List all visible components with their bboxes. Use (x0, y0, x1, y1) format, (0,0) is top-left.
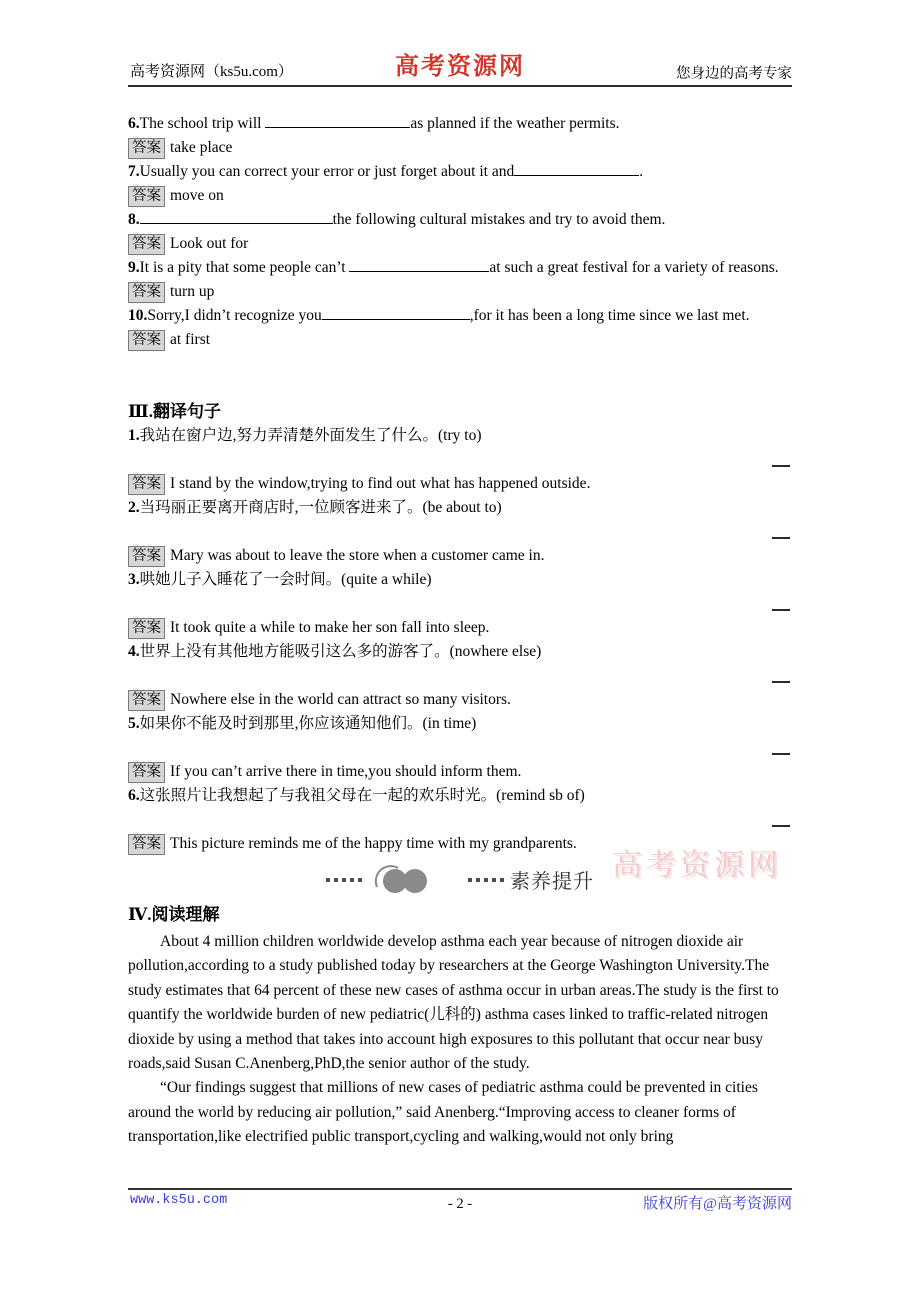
answer-write-line (128, 664, 792, 688)
footer-rule (128, 1188, 792, 1190)
fill-in-section (128, 112, 792, 352)
question-number: 9. (128, 259, 140, 276)
answer-label-badge: 答案 (128, 618, 165, 639)
question-text: 当玛丽正要离开商店时,一位顾客进来了。(be about to) (139, 499, 502, 516)
answer-label-badge: 答案 (128, 282, 165, 303)
question-text: the following cultural mistakes and try to avoid them. (332, 211, 666, 228)
translation-section (128, 424, 792, 856)
divider-label: 素养提升 (510, 871, 594, 893)
answer-text: take place (170, 139, 233, 156)
question-number: 3. (128, 571, 140, 588)
header-site-name: 高考资源网（ks5u.com） (130, 64, 293, 80)
answer-line (128, 760, 792, 784)
answer-line (128, 472, 792, 496)
section-divider (128, 856, 792, 903)
answer-line (128, 832, 792, 856)
wrapped-underline-dash (772, 825, 790, 827)
answer-line (128, 232, 792, 256)
question-number: 5. (128, 715, 140, 732)
translation-item (128, 784, 792, 856)
answer-text: at first (170, 331, 211, 348)
wrapped-underline-dash (772, 609, 790, 611)
question-text: 我站在窗户边,努力弄清楚外面发生了什么。(try to) (139, 427, 482, 444)
answer-text: Nowhere else in the world can attract so many visitors. (170, 691, 511, 708)
section-title-reading: Ⅳ.阅读理解 (128, 905, 220, 924)
answer-label-badge: 答案 (128, 834, 165, 855)
wrapped-underline-dash (772, 465, 790, 467)
double-circle-icon (372, 863, 430, 897)
wrapped-underline-dash (772, 537, 790, 539)
question-number: 1. (128, 427, 140, 444)
answer-blank (514, 162, 639, 176)
question-text: The school trip will (139, 115, 266, 132)
answer-label-badge: 答案 (128, 546, 165, 567)
divider-dots-icon (468, 878, 508, 882)
page-number: - 2 - (447, 1196, 473, 1212)
translation-question (128, 424, 792, 448)
answer-write-line (128, 592, 792, 616)
answer-blank (140, 210, 333, 224)
answer-label-badge: 答案 (128, 234, 165, 255)
translation-question (128, 496, 792, 520)
translation-question (128, 640, 792, 664)
wrapped-underline-dash (772, 681, 790, 683)
answer-text: Look out for (170, 235, 249, 252)
answer-label-badge: 答案 (128, 474, 165, 495)
question-number: 4. (128, 643, 140, 660)
answer-text: This picture reminds me of the happy time with my grandparents. (170, 835, 577, 852)
fill-question (128, 304, 792, 328)
question-number: 7. (128, 163, 140, 180)
question-text: as planned if the weather permits. (410, 115, 620, 132)
question-text: 世界上没有其他地方能吸引这么多的游客了。(nowhere else) (139, 643, 542, 660)
answer-write-line (128, 736, 792, 760)
answer-line (128, 688, 792, 712)
answer-text: Mary was about to leave the store when a customer came in. (170, 547, 545, 564)
fill-question (128, 160, 792, 184)
question-text: at such a great festival for a variety of reasons. (489, 259, 779, 276)
answer-line (128, 280, 792, 304)
answer-line (128, 136, 792, 160)
passage-paragraph: “Our findings suggest that millions of new cases of pediatric asthma could be prevented in cities around the world by reducing air pollution,” said Anenberg.“Improving access to cleaner forms of transportation,like electrified public transport,cycling and walking,would not only bring (128, 1079, 758, 1146)
translation-question (128, 712, 792, 736)
answer-blank (349, 258, 489, 272)
wrapped-underline-dash (772, 753, 790, 755)
answer-text: It took quite a while to make her son fall into sleep. (170, 619, 490, 636)
fill-question (128, 208, 792, 232)
answer-label-badge: 答案 (128, 138, 165, 159)
answer-text: move on (170, 187, 224, 204)
answer-label-badge: 答案 (128, 186, 165, 207)
answer-label-badge: 答案 (128, 762, 165, 783)
section-title-translation: Ⅲ.翻译句子 (128, 402, 221, 421)
answer-line (128, 184, 792, 208)
answer-line (128, 544, 792, 568)
divider-dots-icon (326, 878, 366, 882)
question-number: 6. (128, 787, 140, 804)
answer-text: I stand by the window,trying to find out what has happened outside. (170, 475, 591, 492)
reading-passage (128, 930, 792, 1150)
fill-question (128, 256, 792, 280)
question-text: Sorry,I didn’t recognize you (147, 307, 322, 324)
question-number: 2. (128, 499, 140, 516)
answer-label-badge: 答案 (128, 330, 165, 351)
question-text: 哄她儿子入睡花了一会时间。(quite a while) (139, 571, 432, 588)
translation-item (128, 640, 792, 712)
footer-site-link[interactable]: www.ks5u.com (130, 1193, 228, 1208)
question-number: 6. (128, 115, 140, 132)
question-text: It is a pity that some people can’t (139, 259, 350, 276)
translation-item (128, 424, 792, 496)
site-watermark: 高考资源网 (612, 849, 782, 882)
answer-label-badge: 答案 (128, 690, 165, 711)
answer-text: turn up (170, 283, 215, 300)
site-logo: 高考资源网 (395, 54, 525, 80)
translation-item (128, 568, 792, 640)
translation-item (128, 496, 792, 568)
question-text: 这张照片让我想起了与我祖父母在一起的欢乐时光。(remind sb of) (139, 787, 585, 804)
question-text: Usually you can correct your error or just forget about it and (139, 163, 515, 180)
fill-question (128, 112, 792, 136)
answer-blank (322, 306, 470, 320)
answer-write-line (128, 808, 792, 832)
answer-write-line (128, 520, 792, 544)
answer-text: If you can’t arrive there in time,you should inform them. (170, 763, 522, 780)
question-text: 如果你不能及时到那里,你应该通知他们。(in time) (139, 715, 477, 732)
answer-line (128, 616, 792, 640)
header-slogan: 您身边的高考专家 (676, 66, 792, 82)
answer-write-line (128, 448, 792, 472)
question-text: ,for it has been a long time since we last met. (469, 307, 750, 324)
translation-question (128, 784, 792, 808)
header-rule (128, 85, 792, 87)
question-number: 10. (128, 307, 148, 324)
translation-item (128, 712, 792, 784)
answer-blank (265, 114, 410, 128)
translation-question (128, 568, 792, 592)
answer-line (128, 328, 792, 352)
question-number: 8. (128, 211, 140, 228)
footer-copyright-link[interactable]: 版权所有@高考资源网 (643, 1196, 792, 1212)
question-text: . (639, 163, 644, 180)
passage-paragraph: About 4 million children worldwide develop asthma each year because of nitrogen dioxide air pollution,according to a study published today by researchers at the George Washington University.The study estimates that 64 percent of these new cases of asthma occur in urban areas.The study is the first to quantify the worldwide burden of new pediatric(儿科的) asthma cases linked to traffic-related nitrogen dioxide by using a method that takes into account high exposures to this pollutant that occur near busy roads,said Susan C.Anenberg,PhD,the senior author of the study. (128, 933, 779, 1073)
